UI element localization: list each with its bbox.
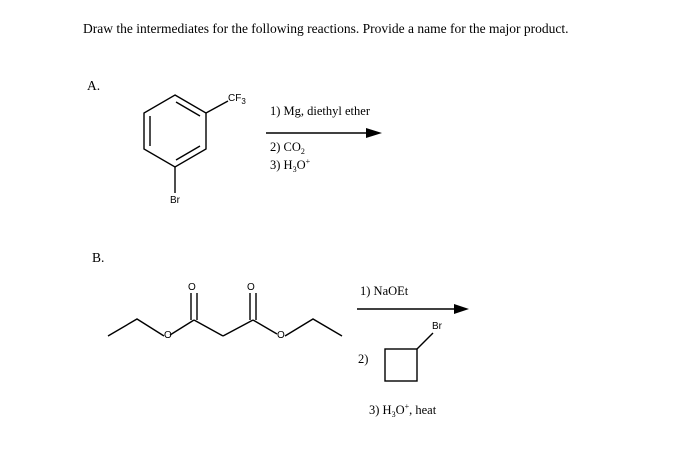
cf3-label: $CF_3$: [228, 93, 246, 106]
cyclobutyl-bromide: [385, 333, 433, 381]
reagent-b-step1: 1) NaOEt: [360, 284, 409, 298]
ester-oxygen-left: O: [164, 330, 172, 341]
arrowhead-b: [454, 304, 469, 314]
br-label-b: Br: [432, 321, 442, 332]
br-label-a: Br: [170, 195, 180, 206]
carbonyl-oxygen-right: O: [247, 282, 255, 293]
reagent-a-step1: 1) Mg, diethyl ether: [270, 104, 370, 118]
question-text: Draw the intermediates for the following reactions. Provide a name for the major product.: [83, 21, 569, 36]
ester-oxygen-right: O: [277, 330, 285, 341]
arrowhead-a: [366, 128, 382, 138]
benzene-ring: [144, 95, 228, 193]
reagent-b-step2: 2): [358, 352, 369, 366]
part-b-label: B.: [92, 250, 105, 265]
diethyl-malonate: [108, 293, 342, 336]
reagent-a-step3: 3) $H_3O^+$: [270, 157, 311, 174]
reagent-b-step3: 3) $H_3O^+$, heat: [369, 402, 437, 419]
carbonyl-oxygen-left: O: [188, 282, 196, 293]
reagent-a-step2: 2) $CO_2$: [270, 140, 305, 156]
part-a-label: A.: [87, 78, 101, 93]
